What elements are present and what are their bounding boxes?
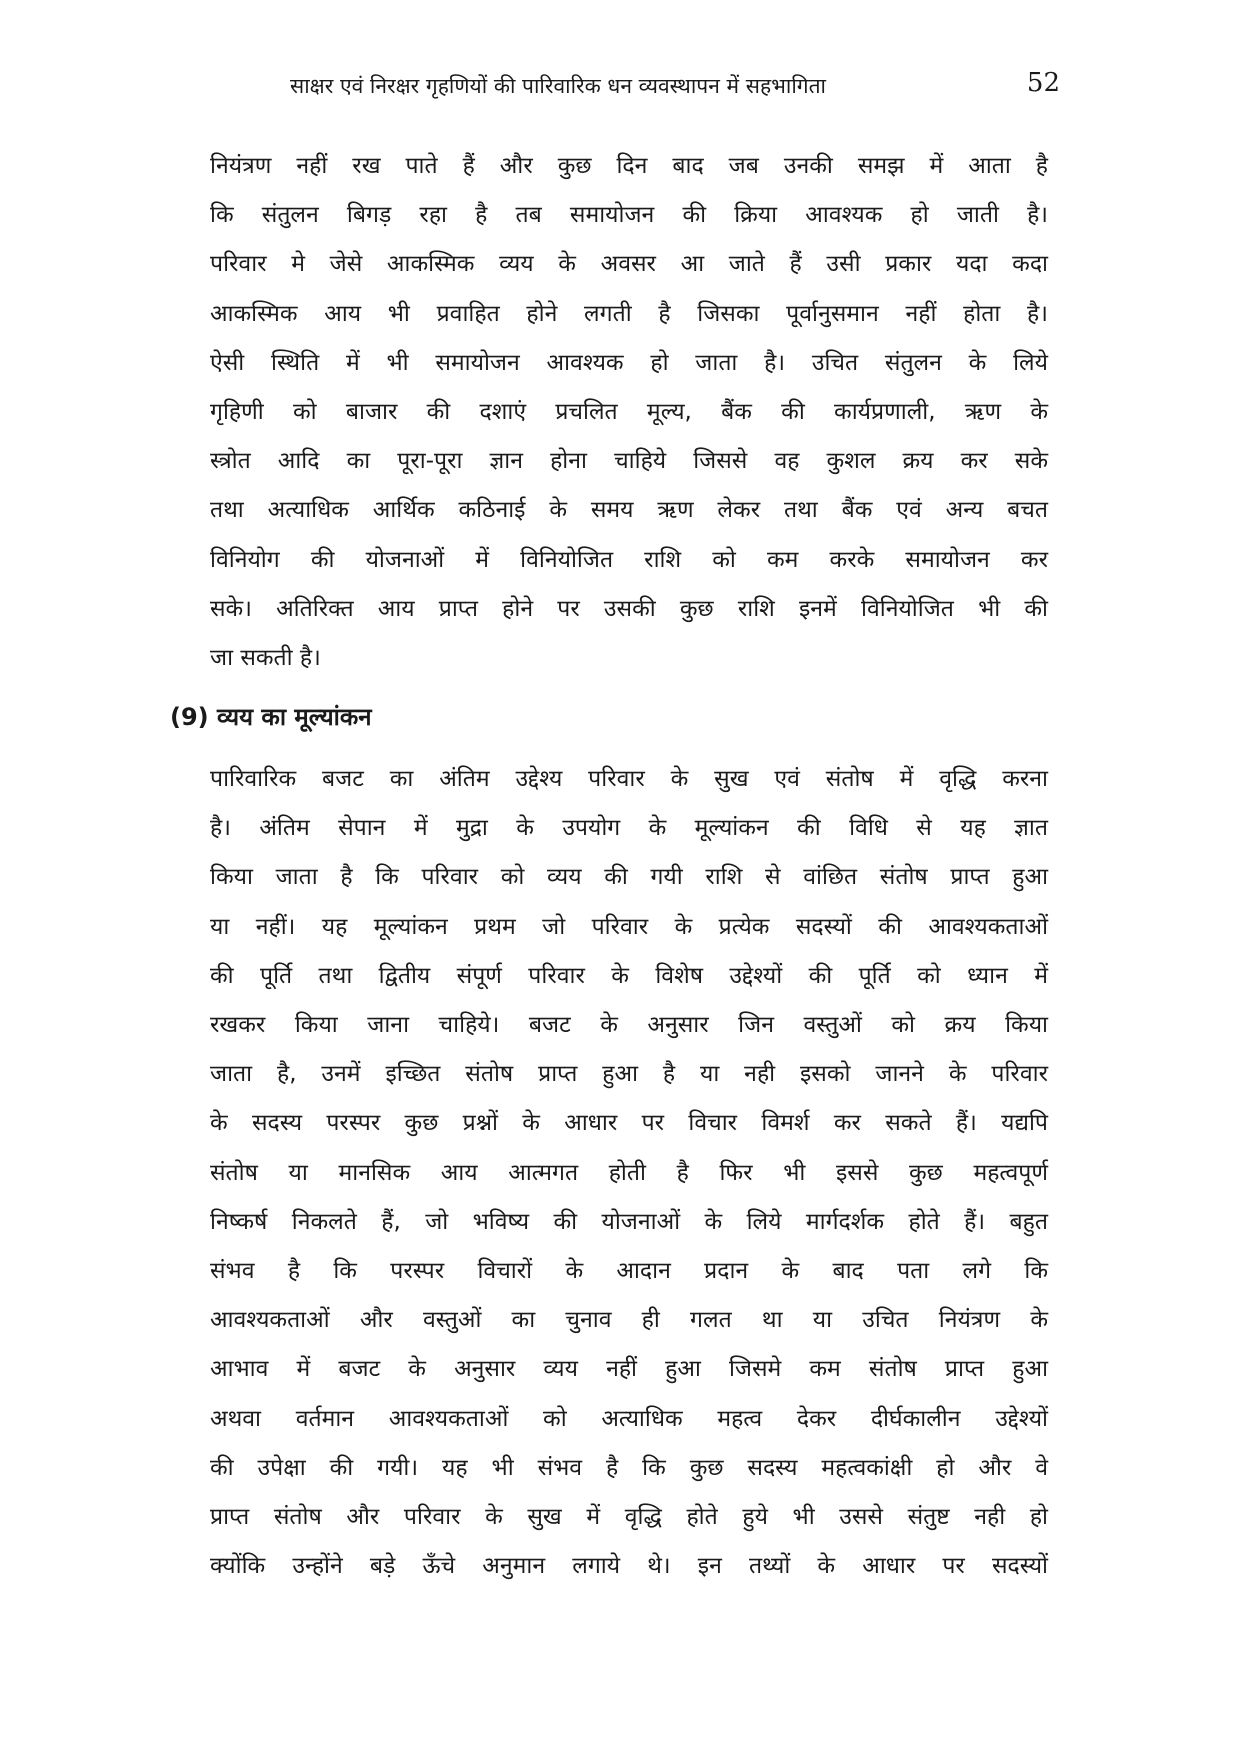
page-number: 52 xyxy=(1026,68,1060,98)
text-line: विनियोग की योजनाओं में विनियोजित राशि को कम करके समायोजन कर xyxy=(210,546,1048,573)
paragraph xyxy=(210,755,1048,1591)
text-line: ऐसी स्थिति में भी समायोजन आवश्यक हो जाता है। उचित संतुलन के लिये xyxy=(210,349,1048,376)
text-line: परिवार मे जेसे आकस्मिक व्यय के अवसर आ जाते हैं उसी प्रकार यदा कदा xyxy=(210,251,1048,278)
paragraph-adjustment xyxy=(210,142,1048,683)
text-line: कि संतुलन बिगड़ रहा है तब समायोजन की क्रिया आवश्यक हो जाती है। xyxy=(210,202,1048,229)
text-line: प्राप्त संतोष और परिवार के सुख में वृद्धि होते हुये भी उससे संतुष्ट नही हो xyxy=(210,1504,1048,1531)
paragraph-evaluation xyxy=(210,755,1048,1591)
text-line: आकस्मिक आय भी प्रवाहित होने लगती है जिसका पूर्वानुसमान नहीं होता है। xyxy=(210,300,1048,327)
text-line: नियंत्रण नहीं रख पाते हैं और कुछ दिन बाद जब उनकी समझ में आता है xyxy=(210,153,1048,179)
text-line: क्योंकि उन्होंने बड़े ऊँचे अनुमान लगाये थे। इन तथ्यों के आधार पर सदस्यों xyxy=(210,1553,1048,1580)
text-line: सके। अतिरिक्त आय प्राप्त होने पर उसकी कुछ राशि इनमें विनियोजित भी की xyxy=(210,595,1048,622)
text-line: जाता है, उनमें इच्छित संतोष प्राप्त हुआ है या नही इसको जानने के परिवार xyxy=(210,1061,1048,1088)
text-line: रखकर किया जाना चाहिये। बजट के अनुसार जिन वस्तुओं को क्रय किया xyxy=(210,1012,1048,1039)
text-line: है। अंतिम सेपान में मुद्रा के उपयोग के मूल्यांकन की विधि से यह ज्ञात xyxy=(210,815,1048,842)
text-line: तथा अत्याधिक आर्थिक कठिनाई के समय ऋण लेकर तथा बैंक एवं अन्य बचत xyxy=(210,497,1048,524)
text-line: आवश्यकताओं और वस्तुओं का चुनाव ही गलत था या उचित नियंत्रण के xyxy=(210,1307,1048,1334)
text-line: स्त्रोत आदि का पूरा-पूरा ज्ञान होना चाहिये जिससे वह कुशल क्रय कर सके xyxy=(210,448,1048,475)
running-title: साक्षर एवं निरक्षर गृहणियों की पारिवारिक धन व्यवस्थापन में सहभागिता xyxy=(290,74,826,98)
text-line: निष्कर्ष निकलते हैं, जो भविष्य की योजनाओं के लिये मार्गदर्शक होते हैं। बहुत xyxy=(210,1208,1048,1235)
text-line: जा सकती है। xyxy=(210,645,321,672)
text-line: अथवा वर्तमान आवश्यकताओं को अत्याधिक महत्व देकर दीर्घकालीन उद्देश्यों xyxy=(210,1405,1048,1432)
page-header xyxy=(290,68,1060,112)
text-line: संभव है कि परस्पर विचारों के आदान प्रदान के बाद पता लगे कि xyxy=(210,1258,1048,1285)
text-line: की पूर्ति तथा द्वितीय संपूर्ण परिवार के विशेष उद्देश्यों की पूर्ति को ध्यान में xyxy=(210,962,1048,989)
text-line: के सदस्य परस्पर कुछ प्रश्नों के आधार पर विचार विमर्श कर सकते हैं। यद्यपि xyxy=(210,1110,1048,1137)
text-line: की उपेक्षा की गयी। यह भी संभव है कि कुछ सदस्य महत्वकांक्षी हो और वे xyxy=(210,1454,1048,1481)
text-line: किया जाता है कि परिवार को व्यय की गयी राशि से वांछित संतोष प्राप्त हुआ xyxy=(210,864,1048,891)
paragraph xyxy=(210,142,1048,683)
text-line: या नहीं। यह मूल्यांकन प्रथम जो परिवार के प्रत्येक सदस्यों की आवश्यकताओं xyxy=(210,913,1048,940)
text-line: पारिवारिक बजट का अंतिम उद्देश्य परिवार के सुख एवं संतोष में वृद्धि करना xyxy=(210,766,1048,792)
text-line: संतोष या मानसिक आय आत्मगत होती है फिर भी इससे कुछ महत्वपूर्ण xyxy=(210,1159,1048,1186)
section-heading: (9) व्यय का मूल्यांकन xyxy=(170,703,372,731)
text-line: गृहिणी को बाजार की दशाएं प्रचलित मूल्य, बैंक की कार्यप्रणाली, ऋण के xyxy=(210,399,1048,426)
text-line: आभाव में बजट के अनुसार व्यय नहीं हुआ जिसमे कम संतोष प्राप्त हुआ xyxy=(210,1356,1048,1383)
